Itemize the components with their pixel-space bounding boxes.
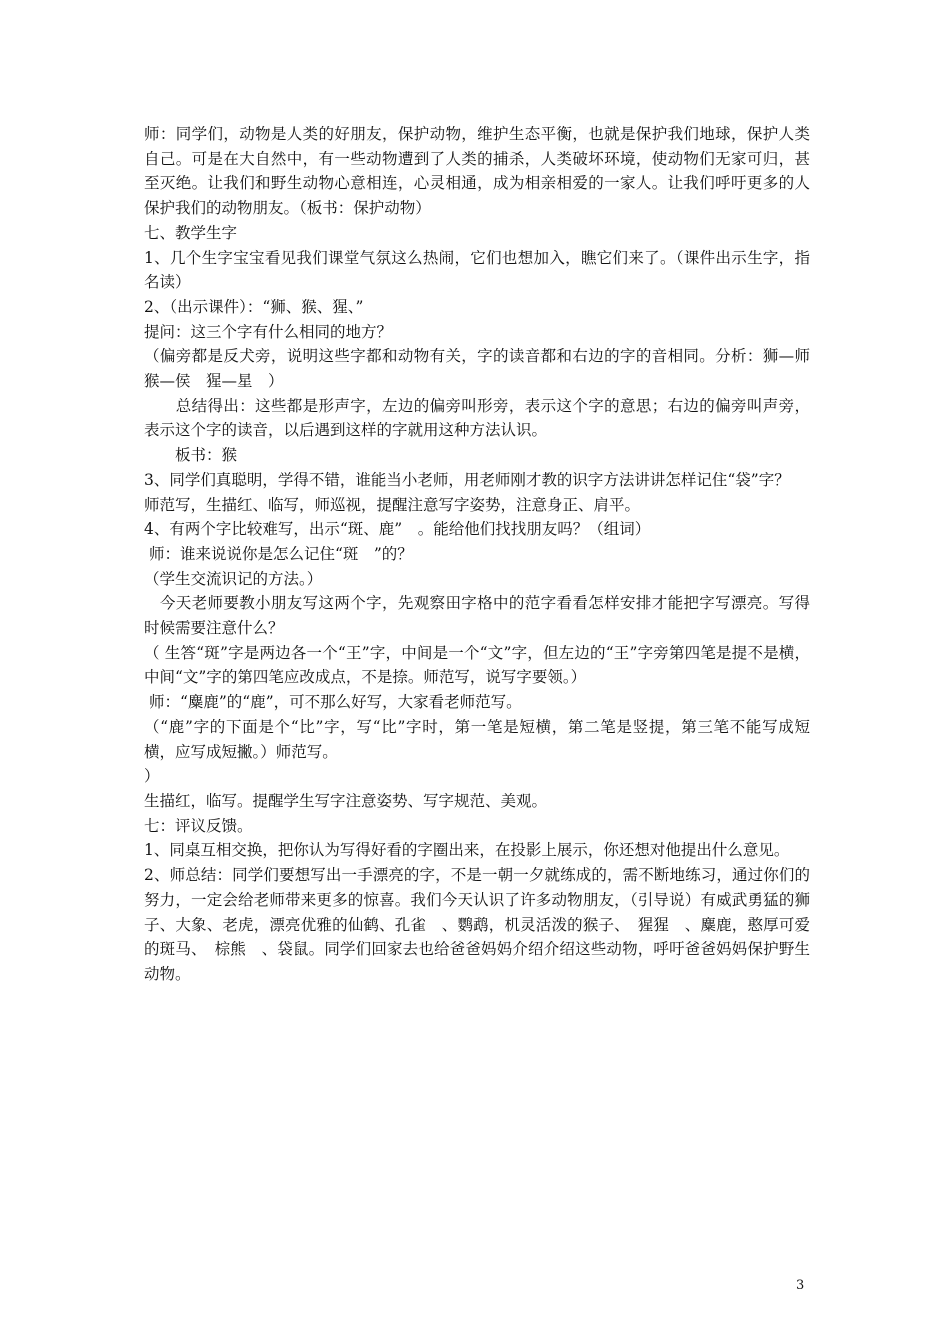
paragraph-observe-grid: 今天老师要教小朋友写这两个字，先观察田字格中的范字看看怎样安排才能把字写漂亮。写得时候需要注意什么？ bbox=[144, 594, 810, 638]
section-heading-feedback: 七：评议反馈。 bbox=[144, 816, 253, 835]
paragraph-student-exchange: （学生交流识记的方法。） bbox=[144, 569, 323, 588]
paragraph-step-3: 3、同学们真聪明，学得不错，谁能当小老师，用老师刚才教的识字方法讲讲怎样记住“袋”字？ bbox=[144, 470, 790, 489]
paragraph-feedback-1: 1、同桌互相交换，把你认为写得好看的字圈出来，在投影上展示，你还想对他提出什么意见。 bbox=[144, 841, 790, 860]
paragraph-radical-analysis: （偏旁都是反犬旁，说明这些字都和动物有关，字的读音都和右边的字的音相同。分析：狮—师 猴—侯 猩—星 ） bbox=[144, 347, 826, 391]
paragraph-demonstrate-writing: 师范写，生描红、临写，师巡视，提醒注意写字姿势，注意身正、肩平。 bbox=[144, 495, 641, 514]
paragraph-feedback-2: 2、师总结：同学们要想写出一手漂亮的字，不是一朝一夕就练成的，需不断地练习，通过你们的努力，一定会给老师带来更多的惊喜。我们今天认识了许多动物朋友，（引导说）有威武勇猛的狮子、大象、老虎，漂亮优雅的仙鹤、孔雀 、鹦鹉，机灵活泼的猴子、 猩猩 、麋鹿，憨厚可爱的斑马、 棕熊 、袋鼠。同学们回家去也给爸爸妈妈介绍介绍这些动物，呼吁爸爸妈妈保护野生动物。 bbox=[144, 866, 810, 983]
paragraph-step-1: 1、几个生字宝宝看见我们课堂气氛这么热闹，它们也想加入，瞧它们来了。（课件出示生字，指名读） bbox=[144, 248, 810, 292]
paragraph-step-4: 4、有两个字比较难写，出示“斑、鹿” 。能给他们找找朋友吗？（组词） bbox=[144, 520, 651, 539]
section-heading-teach-characters: 七、教学生字 bbox=[144, 223, 238, 242]
page-number: 3 bbox=[796, 1278, 805, 1293]
paragraph-step-2: 2、（出示课件）：“狮、猴、猩、” bbox=[144, 297, 364, 316]
paragraph-trace-copy: 生描红，临写。提醒学生写字注意姿势、写字规范、美观。 bbox=[144, 791, 548, 810]
paragraph-blackboard-hou: 板书：猴 bbox=[144, 446, 238, 465]
paragraph-closing-paren: ） bbox=[144, 767, 160, 786]
paragraph-lu-structure: （“鹿”字的下面是个“比”字，写“比”字时，第一笔是短横，第二笔是竖提，第三笔不能写成短横，应写成短撇。）师范写。 bbox=[144, 717, 810, 761]
paragraph-remember-ban: 师：谁来说说你是怎么记住“斑 ”的？ bbox=[144, 544, 413, 563]
paragraph-teacher-protect-animals: 师：同学们，动物是人类的好朋友，保护动物，维护生态平衡，也就是保护我们地球，保护人类自己。可是在大自然中，有一些动物遭到了人类的捕杀，人类破坏环境，使动物们无家可归，甚至灭绝。让我们和野生动物心意相连，心灵相通，成为相亲相爱的一家人。让我们呼吁更多的人保护我们的动物朋友。（板书：保护动物） bbox=[144, 125, 810, 218]
paragraph-question: 提问：这三个字有什么相同的地方？ bbox=[144, 322, 393, 341]
paragraph-lu-intro: 师：“麋鹿”的“鹿”，可不那么好写，大家看老师范写。 bbox=[144, 693, 522, 712]
document-body bbox=[144, 122, 826, 987]
paragraph-ban-structure: （ 生答“斑”字是两边各一个“王”字，中间是一个“文”字，但左边的“王”字旁第四笔是提不是横，中间“文”字的第四笔应改成点，不是捺。师范写，说写字要领。） bbox=[144, 643, 810, 687]
paragraph-summary: 总结得出：这些都是形声字，左边的偏旁叫形旁，表示这个字的意思；右边的偏旁叫声旁，表示这个字的读音，以后遇到这样的字就用这种方法认识。 bbox=[144, 396, 810, 440]
